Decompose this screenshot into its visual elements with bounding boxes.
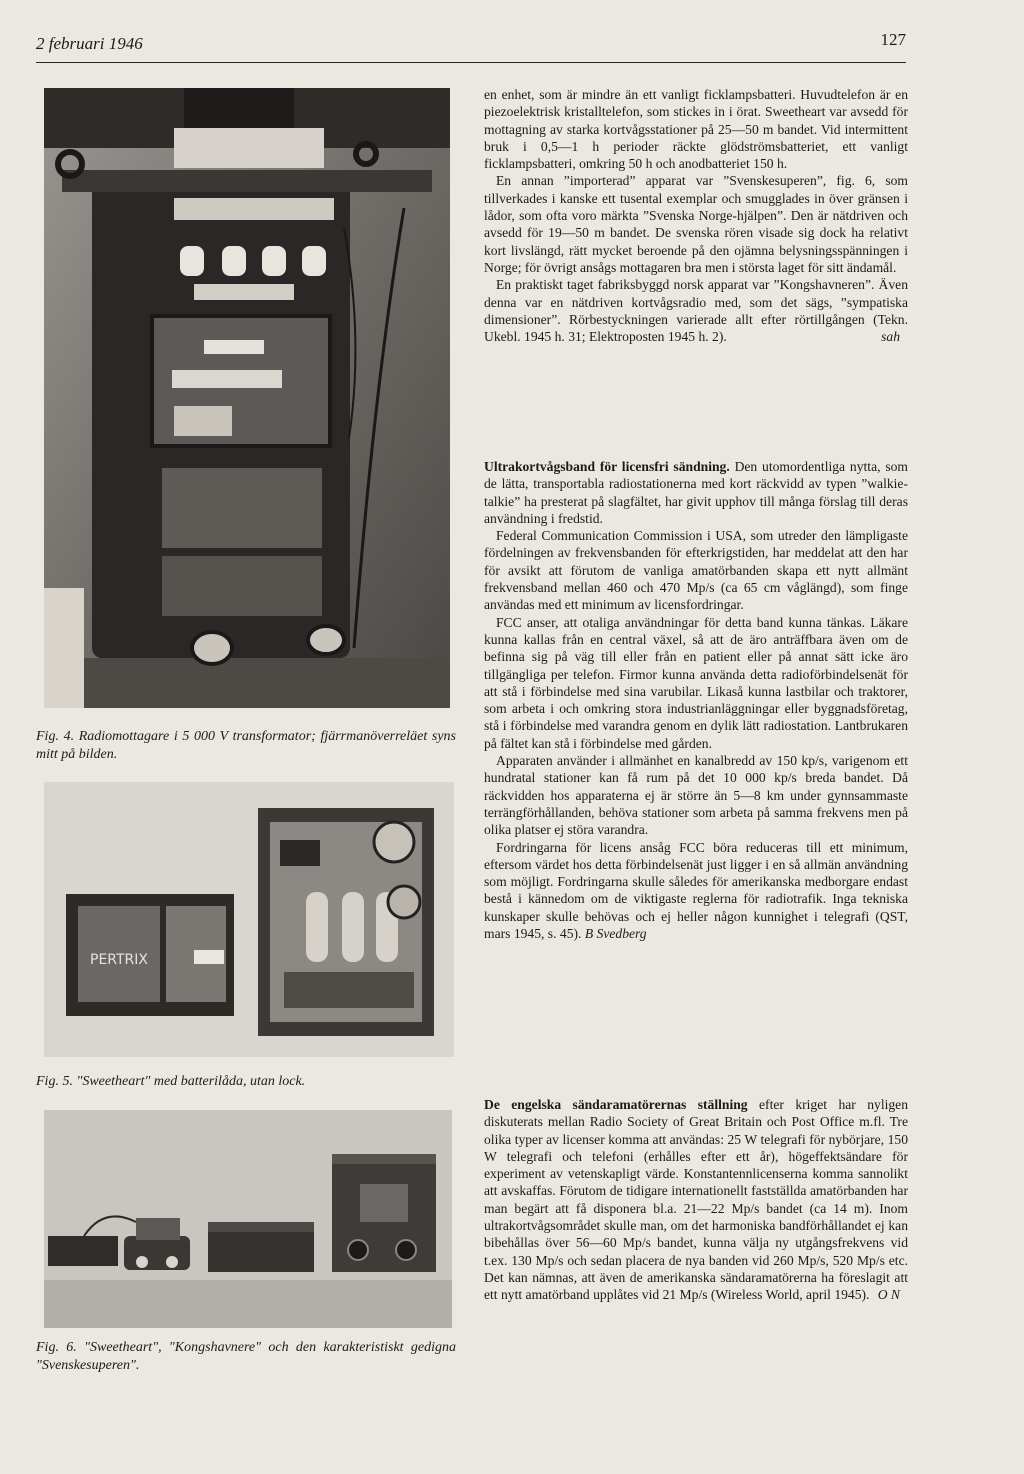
paragraph: Federal Communication Commission i USA, som utreder den lämpligaste fördelningen av frekvensbanden för efterkrigstiden, har meddelat att den har för avsikt att förutom de vanliga amatörbanden skapa ett nytt allmänt frekvensband mellan 460 och 470 Mp/s (ca 65 cm våglängd), som finge användas med ett minimum av licensfordringar. [484, 528, 908, 613]
paragraph: En annan ”importerad” apparat var ”Svenskesuperen”, fig. 6, som tillverkades i kanske ett tusental exemplar och smugglades in över gränsen i lådor, som ofta voro märkta ”Svenska Norge-hjälpen”. Den är nätdriven och avsedd för 19—50 m bandet. De svenska rören visade sig dock ha relativt kort livslängd, rätt mycket beroende på den ojämna belysningsspänningen i Norge; för övrigt ansågs mottagaren bra men i största laget för sitt ändamål. [484, 173, 908, 275]
signature: O N [877, 1287, 900, 1303]
paragraph-text: Den utomordentliga nytta, som de lätta, transportabla radiostationerna med kort räckvidd av typen ”walkie-talkie” ha presterat på slagfältet, har givit upphov till många förslag till deras användning i fredstid. [484, 459, 908, 526]
article-heading: Ultrakortvågsband för licensfri sändning. [484, 459, 730, 474]
battery-label: PERTRIX [90, 952, 148, 968]
paragraph [484, 1096, 908, 1304]
article-heading: De engelska sändaramatörernas ställning [484, 1097, 748, 1112]
article-uhf-band [484, 458, 908, 942]
header-rule [36, 62, 906, 63]
paragraph: Apparaten använder i allmänhet en kanalbredd av 150 kp/s, varigenom ett hundratal stationer kan få rum på det 10 000 kp/s breda bandet. Då räckvidden hos apparaterna ej är större än 5—8 km under gynnsammaste terrängförhållanden, behöva stationer som arbeta på samma frekvens men på olika platser ej störa varandra. [484, 753, 908, 838]
paragraph: en enhet, som är mindre än ett vanligt ficklampsbatteri. Huvudtelefon är en piezoelektrisk kristalltelefon, som stickes in i örat. Sweetheart var avsedd för mottagning av starka kortvågsstationer på 25—50 m bandet. Vid intermittent bruk i 0,5—1 h perioder räckte glödströmsbatteriet, ett vanligt ficklampsbatteri, omkring 50 h och anodbatteriet 150 h. [484, 87, 908, 172]
page-header [36, 30, 906, 64]
issue-date: 2 februari 1946 [36, 34, 143, 53]
article-british-amateurs [484, 1096, 908, 1304]
paragraph [484, 839, 908, 943]
signature: B Svedberg [584, 926, 647, 942]
fig6-photo [44, 1110, 452, 1328]
fig4-caption: Fig. 4. Radiomottagare i 5 000 V transformator; fjärrmanöverreläet syns mitt på bilden. [36, 729, 456, 762]
fig4-photo [44, 88, 450, 708]
paragraph-text: Fordringarna för licens ansåg FCC böra reduceras till ett minimum, eftersom värdet hos detta förbindelsenät just ligger i en så allmän användning som möjligt. Fordringarna skulle således för amerikanska medborgare endast bestå i kännedom om de viktigaste reglerna för radiotrafik. Inga tekniska kunskaper skulle behövas och ej heller någon kunnighet i telegrafi (QST, mars 1945, s. 45). [484, 839, 908, 942]
fig6-caption: Fig. 6. "Sweetheart", "Kongshavnere" och den karakteristiskt gedigna "Svenskesuperen". [36, 1340, 456, 1373]
paragraph: FCC anser, att otaliga användningar för detta band kunna tänkas. Läkare kunna kallas från en central växel, så att de äro anträffbara även om de befinna sig på väg till eller från en patient eller på annat sätt icke äro tillgängliga per telefon. Firmor kunna använda detta radioförbindelsenät för att stå i förbindelse med sina varubilar. Likaså kunna lastbilar och traktorer, som arbeta i och omkring stora industrianläggningar eller byggnadsföretag, stå i förbindelse med varandra genom en dylik lätt radiostation. Lantbrukaren på fältet kan stå i förbindelse med gården. [484, 614, 908, 751]
paragraph [484, 458, 908, 527]
signature: sah [881, 329, 900, 345]
fig5-caption: Fig. 5. "Sweetheart" med batterilåda, utan lock. [36, 1074, 306, 1089]
paragraph-text: En praktiskt taget fabriksbyggd norsk apparat var ”Kongshavneren”. Även denna var en nätdriven kortvågsradio med, som det sägs, ”sympatiska dimensioner”. Rörbestyckningen varierade allt efter rörtillgången (Tekn. Ukebl. 1945 h. 31; Elektroposten 1945 h. 2). [484, 277, 908, 345]
article-continuation [484, 86, 908, 345]
paragraph-text: efter kriget har nyligen diskuterats mellan Radio Society of Great Britain och Post Office m.fl. Tre olika typer av licenser komma att användas: 25 W telegrafi för nybörjare, 150 W telegrafi och telefoni (erhålles efter ett år), högeffektsändare för experiment av vetenskapligt värde. Konstantennlicenserna komma sannolikt att avskaffas. Förutom de tidigare internationellt fastställda amatörbanden har man begärt att få disponera bl.a. 21—22 Mp/s bandet (ca 14 m). Inom ultrakortvågsområdet skulle man, om det harmoniska bandförhållandet ej kan bibehållas över 56—60 Mp/s bandet, kunna välja ny utgångsfrekvens vid t.ex. 130 Mp/s och sedan placera de nya banden vid 260 Mp/s, 520 Mp/s etc. Det kan nämnas, att även de amerikanska sändaramatörerna ha föreslagit att ett nytt amatörband upplåtes vid 21 Mp/s (Wireless World, april 1945). [484, 1097, 908, 1303]
page-number: 127 [880, 30, 906, 49]
fig5-photo [44, 782, 454, 1057]
paragraph [484, 276, 908, 345]
